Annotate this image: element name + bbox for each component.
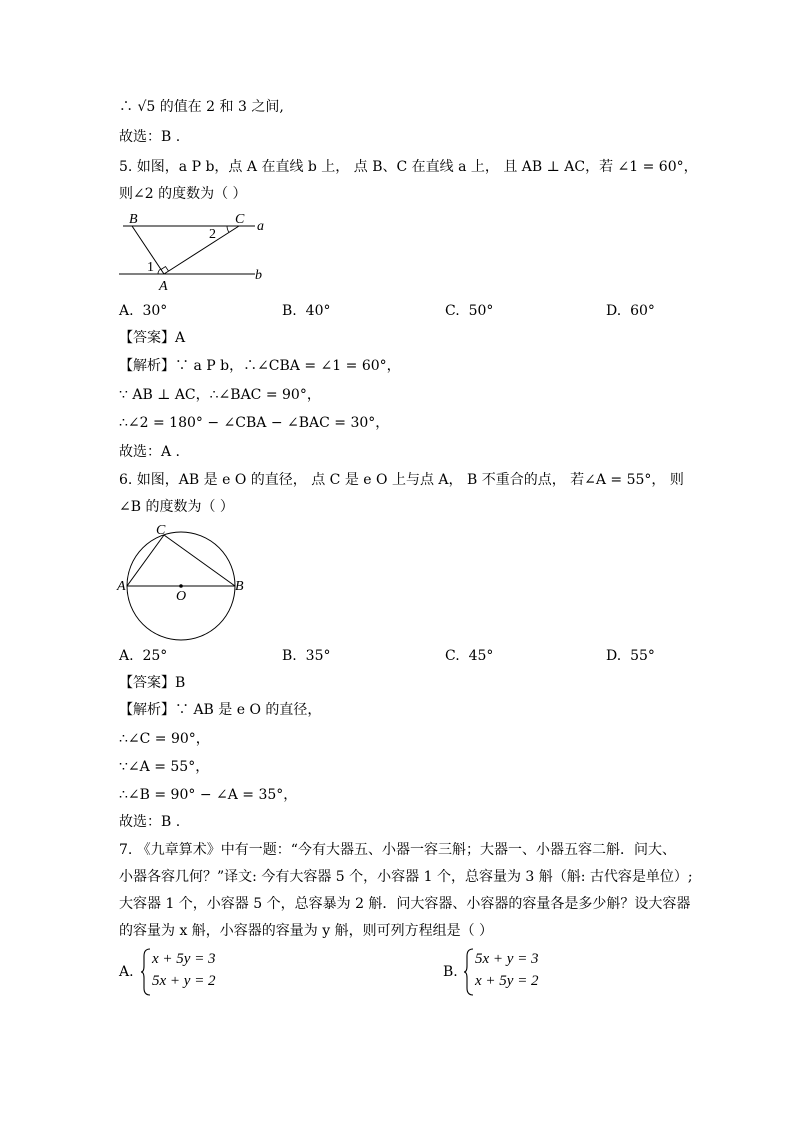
text-line-sqrt5-range: ∴ √5 的值在 2 和 3 之间, bbox=[119, 99, 284, 115]
label-B: B bbox=[129, 212, 138, 227]
q6-option-a: A. 25° bbox=[119, 648, 168, 664]
question-5-explanation-1: 【解析】∵ a P b，∴∠CBA = ∠1 = 60°， bbox=[119, 358, 401, 374]
q7-option-a-eq1: x + 5y = 3 bbox=[152, 951, 216, 967]
q7-option-b-label: B. bbox=[443, 964, 458, 980]
q5-option-c: C. 50° bbox=[445, 303, 494, 319]
question-5-ask: 则∠2 的度数为（ ） bbox=[119, 186, 247, 202]
q7-option-a-system bbox=[152, 948, 216, 992]
q6-option-b: B. 35° bbox=[282, 648, 331, 664]
label-C: C bbox=[235, 212, 245, 227]
q7-option-a-eq2: 5x + y = 2 bbox=[152, 973, 216, 989]
question-5-figure bbox=[115, 208, 275, 294]
question-6-answer: 【答案】B bbox=[119, 675, 186, 691]
q5-option-d: D. 60° bbox=[606, 303, 655, 319]
question-6-stem: 6. 如图，AB 是 e O 的直径， 点 C 是 e O 上与点 A， B 不重合的点， 若∠A = 55°， 则 bbox=[119, 472, 684, 488]
chord-bc bbox=[164, 535, 235, 586]
label-O: O bbox=[176, 589, 187, 604]
label-angle-2: 2 bbox=[209, 227, 216, 242]
label-A: A bbox=[159, 279, 168, 294]
question-5-explanation-2: ∵ AB ⊥ AC，∴∠BAC = 90°， bbox=[119, 387, 321, 403]
q7-option-b-eq1: 5x + y = 3 bbox=[475, 951, 539, 967]
segment-ac bbox=[164, 226, 239, 274]
q7-option-b-eq2: x + 5y = 2 bbox=[475, 973, 539, 989]
question-7-stem-4: 的容量为 x 斛，小容器的容量为 y 斛，则可列方程组是（ ） bbox=[119, 923, 494, 939]
question-6-ask: ∠B 的度数为（ ） bbox=[119, 499, 234, 515]
angle-2-arc bbox=[227, 226, 229, 232]
question-6-explanation-3: ∵∠A = 55°， bbox=[119, 759, 210, 775]
question-7-stem-1: 7. 《九章算术》中有一题：“今有大器五、小器一容三斛；大器一、小器五容二斛．问大、 bbox=[119, 842, 676, 858]
question-5-stem: 5. 如图，a P b，点 A 在直线 b 上， 点 B、C 在直线 a 上， 且 AB ⊥ AC，若 ∠1 = 60°， bbox=[119, 159, 698, 175]
q7-option-a-label: A. bbox=[119, 964, 134, 980]
q6-option-d: D. 55° bbox=[606, 648, 655, 664]
label-A: A bbox=[117, 579, 126, 594]
question-5-explanation-4: 故选：A . bbox=[119, 444, 181, 460]
label-a: a bbox=[257, 219, 264, 234]
question-6-explanation-2: ∴∠C = 90°， bbox=[119, 731, 210, 747]
label-angle-1: 1 bbox=[147, 260, 154, 275]
text-line-choose-b: 故选：B . bbox=[119, 129, 181, 145]
chord-ac bbox=[127, 535, 164, 586]
question-7-stem-3: 大容器 1 个，小容器 5 个，总容暴为 2 斛．问大容器、小容器的容量各是多少斛？设大容器 bbox=[119, 896, 691, 912]
question-6-explanation-1: 【解析】∵ AB 是 e O 的直径， bbox=[119, 702, 322, 718]
brace-icon bbox=[140, 948, 152, 1000]
question-7-stem-2: 小器各容几何？”译文: 今有大容器 5 个，小容器 1 个，总容量为 3 斛（斛: 古代容是单位）; bbox=[119, 869, 693, 885]
angle-1-arc bbox=[158, 269, 161, 274]
center-point bbox=[179, 584, 183, 588]
question-6-figure bbox=[114, 522, 250, 644]
question-6-explanation-4: ∴∠B = 90° − ∠A = 35°， bbox=[119, 787, 298, 803]
q7-option-b-system bbox=[475, 948, 539, 992]
label-b: b bbox=[255, 268, 262, 283]
question-6-explanation-5: 故选：B . bbox=[119, 814, 181, 830]
q5-option-a: A. 30° bbox=[119, 303, 168, 319]
label-C: C bbox=[156, 523, 166, 538]
question-5-explanation-3: ∴∠2 = 180° − ∠CBA − ∠BAC = 30°， bbox=[119, 415, 390, 431]
q6-option-c: C. 45° bbox=[445, 648, 494, 664]
label-B: B bbox=[235, 579, 244, 594]
brace-icon bbox=[463, 948, 475, 1000]
q5-option-b: B. 40° bbox=[282, 303, 331, 319]
question-5-answer: 【答案】A bbox=[119, 330, 186, 346]
